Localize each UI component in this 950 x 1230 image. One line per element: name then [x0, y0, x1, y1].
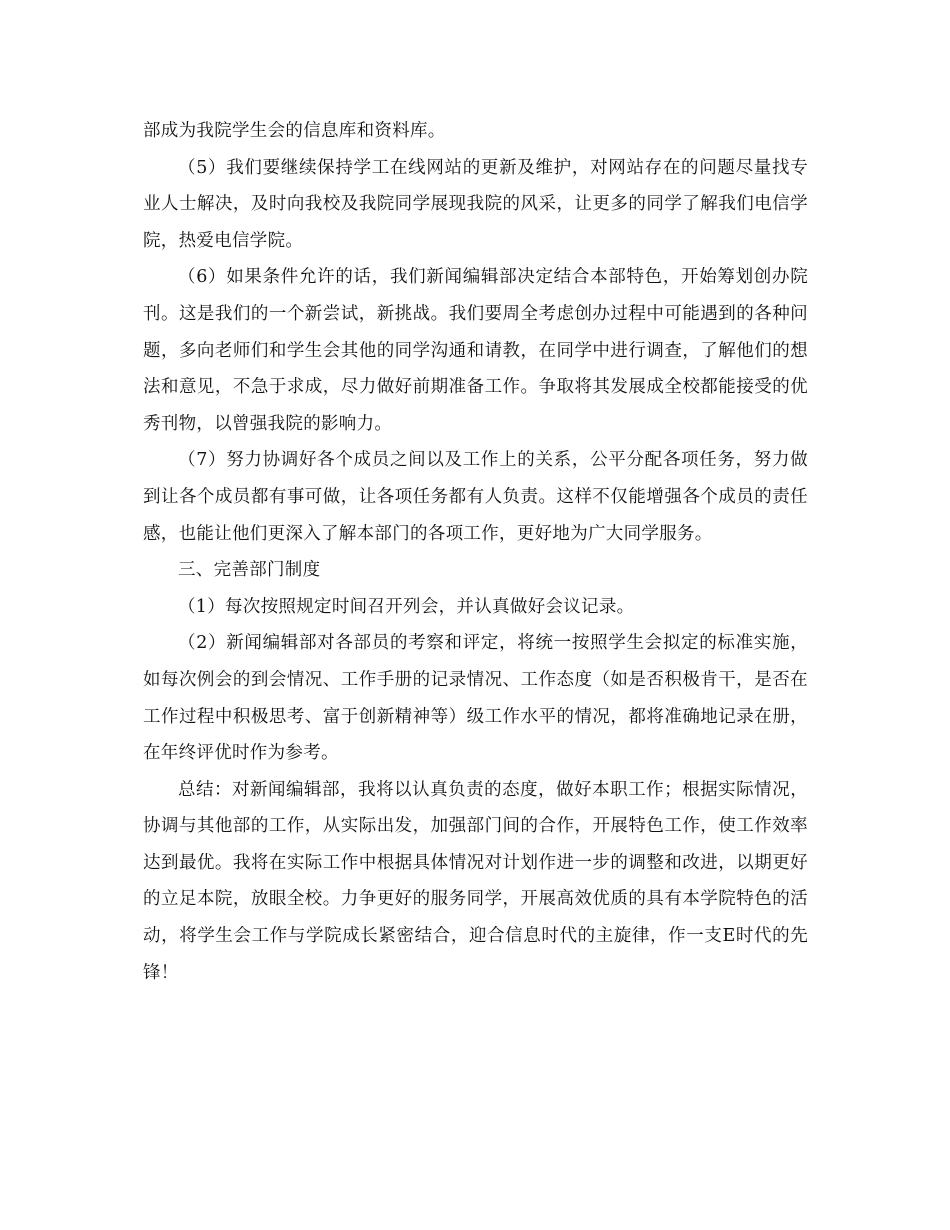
paragraph-rule-2: （2）新闻编辑部对各部员的考察和评定，将统一按照学生会拟定的标准实施，如每次例会的到会情况、工作手册的记录情况、工作态度（如是否积极肯干，是否在工作过程中积极思考、富于创新精神等）级工作水平的情况，都将准确地记录在册，在年终评优时作为参考。	[143, 633, 808, 764]
document-body	[143, 113, 808, 991]
paragraph-item-7: （7）努力协调好各个成员之间以及工作上的关系，公平分配各项任务，努力做到让各个成员都有事可做，让各项任务都有人负责。这样不仅能增强各个成员的责任感，也能让他们更深入了解本部门的各项工作，更好地为广大同学服务。	[143, 450, 808, 544]
paragraph-item-6: （6）如果条件允许的话，我们新闻编辑部决定结合本部特色，开始筹划创办院刊。这是我们的一个新尝试，新挑战。我们要周全考虑创办过程中可能遇到的各种问题，多向老师们和学生会其他的同学沟通和请教，在同学中进行调查，了解他们的想法和意见，不急于求成，尽力做好前期准备工作。争取将其发展成全校都能接受的优秀刊物，以曾强我院的影响力。	[143, 267, 808, 434]
paragraph-item-5: （5）我们要继续保持学工在线网站的更新及维护，对网站存在的问题尽量找专业人士解决，及时向我校及我院同学展现我院的风采，让更多的同学了解我们电信学院，热爱电信学院。	[143, 157, 808, 251]
section-heading-3: 三、完善部门制度	[178, 560, 321, 581]
paragraph-summary: 总结：对新闻编辑部，我将以认真负责的态度，做好本职工作；根据实际情况，协调与其他部的工作，从实际出发，加强部门间的合作，开展特色工作，使工作效率达到最优。我将在实际工作中根据具体情况对计划作进一步的调整和改进，以期更好的立足本院，放眼全校。力争更好的服务同学，开展高效优质的具有本学院特色的活动，将学生会工作与学院成长紧密结合，迎合信息时代的主旋律，作一支E时代的先锋！	[143, 779, 808, 983]
paragraph-rule-1: （1）每次按照规定时间召开列会，并认真做好会议记录。	[178, 596, 635, 617]
paragraph-continuation: 部成为我院学生会的信息库和资料库。	[143, 121, 446, 141]
